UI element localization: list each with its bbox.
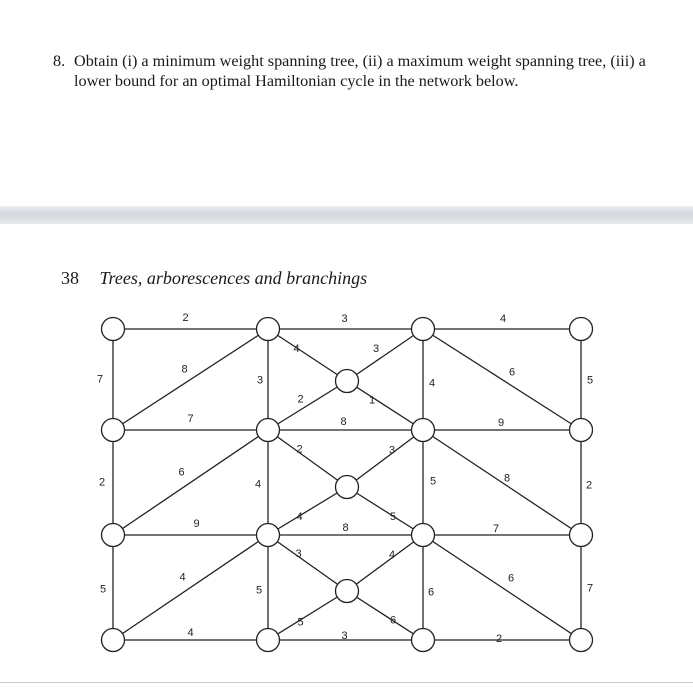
edge-m2-b3 [268,487,347,535]
edge-c1-m1 [347,329,423,381]
edge-weight-label: 5 [586,374,594,387]
edge-weight-label: 6 [178,466,185,479]
edge-a3-b2 [113,430,268,535]
edge-c3-d4 [423,535,581,640]
edge-weight-label: 4 [187,626,194,639]
edge-weight-label: 5 [297,616,304,629]
edge-weight-label: 4 [428,377,436,390]
edge-weight-label: 8 [342,521,349,534]
node-b2 [257,419,280,442]
edge-b1-m1 [268,329,347,381]
node-d4 [570,629,593,652]
edge-weight-label: 1 [368,394,376,407]
node-b4 [257,629,280,652]
edge-weight-label: 4 [388,548,396,561]
edge-weight-label: 3 [341,629,348,642]
bottom-rule [0,682,693,683]
edge-weight-label: 4 [296,510,303,523]
edge-weight-label: 3 [341,312,348,325]
edge-weight-label: 7 [187,412,194,425]
edge-weight-label: 8 [340,415,347,428]
node-a2 [102,419,125,442]
edge-b2-m2 [268,430,347,487]
node-m2 [336,476,359,499]
page-number: 38 [61,268,79,288]
node-c2 [412,419,435,442]
edge-weight-label: 6 [507,572,515,585]
edge-c2-m2 [347,430,423,487]
node-m3 [336,580,359,603]
edge-weight-label: 7 [492,522,500,535]
edge-weight-label: 4 [293,342,300,355]
node-d3 [570,524,593,547]
node-m1 [336,370,359,393]
node-a1 [102,318,125,341]
node-d2 [570,419,593,442]
edge-weight-label: 8 [181,363,188,376]
edge-weight-label: 3 [388,444,396,457]
node-d1 [570,318,593,341]
edge-c2-d3 [423,430,581,535]
edge-weight-label: 5 [389,510,397,523]
edge-weight-label: 3 [295,547,302,560]
edge-weight-label: 6 [508,366,516,379]
node-c4 [412,629,435,652]
node-c1 [412,318,435,341]
edge-weight-label: 5 [255,584,263,597]
edge-weight-label: 5 [429,475,437,488]
edge-weight-label: 8 [503,472,511,485]
edge-m1-b2 [268,381,347,430]
problem-number: 8. [53,52,66,70]
edge-weight-label: 9 [497,416,505,429]
edge-m3-c4 [347,591,423,640]
edge-weight-label: 7 [96,373,104,386]
edge-weight-label: 2 [297,393,304,406]
node-b3 [257,524,280,547]
edge-m2-c3 [347,487,423,535]
edge-weight-label: 9 [193,517,200,530]
edge-weight-label: 6 [427,586,435,599]
edge-weight-label: 4 [254,478,262,491]
edge-weight-label: 2 [98,476,106,489]
edge-c1-d2 [423,329,581,430]
edge-a4-b3 [113,535,268,640]
edge-weight-label: 4 [499,312,507,325]
edge-c3-m3 [347,535,423,591]
edge-weight-label: 2 [495,632,503,645]
edge-m1-c2 [347,381,423,430]
chapter-title: Trees, arborescences and branchings [99,268,368,288]
edge-b3-m3 [268,535,347,591]
edge-weight-label: 3 [372,342,380,355]
edge-weight-label: 4 [179,571,186,584]
edge-weight-label: 3 [256,374,264,387]
edge-weight-label: 5 [99,583,107,596]
problem-text: Obtain (i) a minimum weight spanning tree, (ii) a maximum weight spanning tree, (iii) a lower bound for an optimal Hamiltonian cycle in the network below. [74,52,646,90]
edge-m3-b4 [268,591,347,640]
node-a3 [102,524,125,547]
edge-weight-label: 2 [182,311,189,324]
edge-weight-label: 7 [586,582,594,595]
node-b1 [257,318,280,341]
edge-weight-label: 6 [389,614,397,627]
node-c3 [412,524,435,547]
edge-weight-label: 2 [585,479,593,492]
edge-weight-label: 2 [296,443,303,456]
node-a4 [102,629,125,652]
